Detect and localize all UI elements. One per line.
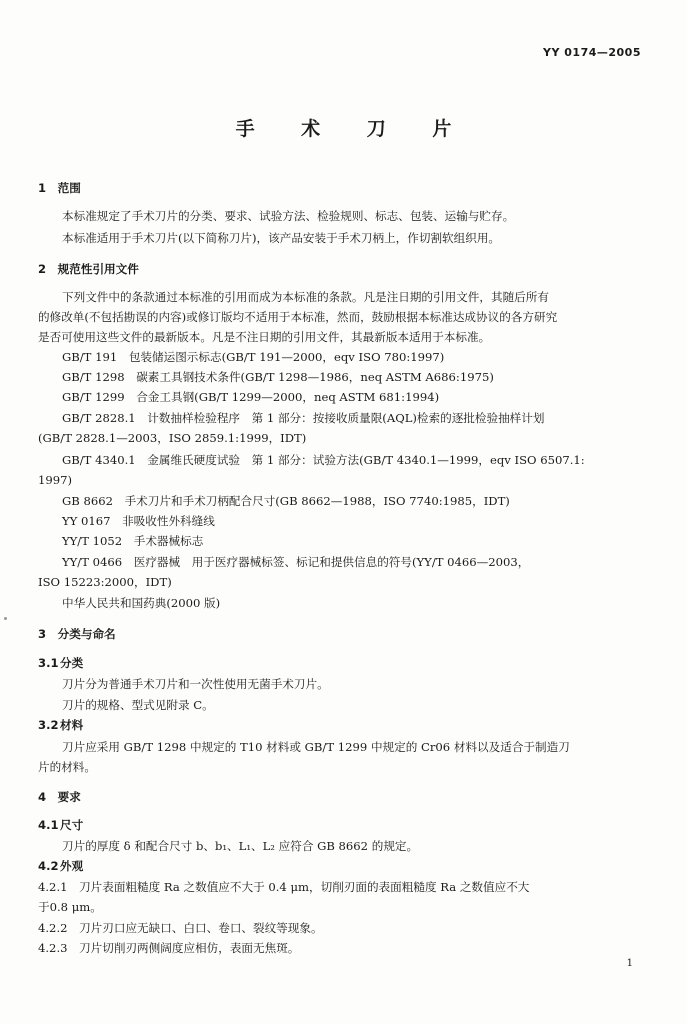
section-4-1-title: 尺寸 [60,818,84,832]
section-2-intro-line-1: 下列文件中的条款通过本标准的引用而成为本标准的条款。凡是注日期的引用文件，其随后所有 [62,290,549,304]
document-title: 手 术 刀 片 [235,118,472,140]
section-3-1-heading [38,655,83,671]
section-1-heading: 1 范围 [38,181,81,195]
reference-yy-0167: YY 0167 非吸收性外科缝线 [62,514,215,528]
section-4-2-title: 外观 [60,859,84,873]
section-3-1-title: 分类 [60,656,84,670]
section-3-heading: 3 分类与命名 [38,627,116,641]
section-2-heading: 2 规范性引用文件 [38,262,139,276]
reference-gbt-4340-1: GB/T 4340.1 金属维氏硬度试验 第 1 部分：试验方法(GB/T 4340.1—1999，eqv ISO 6507.1: [62,453,585,467]
reference-yyt-0466-continued: ISO 15223:2000，IDT) [38,575,172,589]
reference-gbt-4340-1-continued: 1997) [38,473,73,487]
reference-gbt-1298: GB/T 1298 碳素工具钢技术条件(GB/T 1298—1986，neq ASTM A686:1975) [62,370,494,384]
section-4-1-paragraph: 刀片的厚度 δ 和配合尺寸 b、b₁、L₁、L₂ 应符合 GB 8662 的规定。 [62,839,419,853]
section-2-intro-line-3: 是否可使用这些文件的最新版本。凡是不注日期的引用文件，其最新版本适用于本标准。 [38,330,491,344]
section-4-2-3: 4.2.3 刀片切削刃两侧阔度应相仿，表面无焦斑。 [38,941,300,955]
reference-gbt-2828-1-continued: (GB/T 2828.1—2003，ISO 2859.1:1999，IDT) [38,431,307,445]
section-4-2-2: 4.2.2 刀片刃口应无缺口、白口、卷口、裂纹等现象。 [38,921,323,935]
section-1-paragraph-2: 本标准适用于手术刀片(以下简称刀片)，该产品安装于手术刀柄上，作切割软组织用。 [62,231,501,245]
document-number: YY 0174—2005 [543,46,641,59]
reference-gbt-191: GB/T 191 包装储运图示标志(GB/T 191—2000，eqv ISO 780:1997) [62,350,445,364]
section-3-2-number: 3.2 [38,718,59,732]
reference-pharmacopoeia: 中华人民共和国药典(2000 版) [62,596,221,610]
reference-gbt-2828-1: GB/T 2828.1 计数抽样检验程序 第 1 部分：按接收质量限(AQL)检索的逐批检验抽样计划 [62,411,545,425]
section-4-2-1-line-1: 4.2.1 刀片表面粗糙度 Ra 之数值应不大于 0.4 μm，切削刃面的表面粗糙度 Ra 之数值应不大 [38,880,530,894]
reference-yyt-0466: YY/T 0466 医疗器械 用于医疗器械标签、标记和提供信息的符号(YY/T 0466—2003， [62,555,530,569]
section-4-2-1-line-2: 于0.8 μm。 [38,900,102,914]
section-4-heading: 4 要求 [38,790,81,804]
section-3-2-line-1: 刀片应采用 GB/T 1298 中规定的 T10 材料或 GB/T 1299 中规定的 Cr06 材料以及适合于制造刀 [62,740,570,754]
reference-yyt-1052: YY/T 1052 手术器械标志 [62,534,204,548]
section-3-1-number: 3.1 [38,656,59,670]
section-2-intro-line-2: 的修改单(不包括勘误的内容)或修订版均不适用于本标准，然而，鼓励根据本标准达成协议的各方研究 [38,310,558,324]
section-4-2-heading [38,858,83,874]
section-4-1-number: 4.1 [38,818,59,832]
section-3-2-heading [38,717,83,733]
page-number: 1 [626,958,633,969]
reference-gbt-1299: GB/T 1299 合金工具钢(GB/T 1299—2000，neq ASTM 681:1994) [62,390,440,404]
section-3-1-paragraph-2: 刀片的规格、型式见附录 C。 [62,698,214,712]
section-4-1-heading [38,817,83,833]
section-3-2-line-2: 片的材料。 [38,760,96,774]
section-3-2-title: 材料 [60,718,84,732]
scan-speck [4,617,7,620]
section-4-2-number: 4.2 [38,859,59,873]
section-3-1-paragraph-1: 刀片分为普通手术刀片和一次性使用无菌手术刀片。 [62,677,329,691]
section-1-paragraph-1: 本标准规定了手术刀片的分类、要求、试验方法、检验规则、标志、包装、运输与贮存。 [62,209,515,223]
reference-gb-8662: GB 8662 手术刀片和手术刀柄配合尺寸(GB 8662—1988，ISO 7740:1985，IDT) [62,494,510,508]
